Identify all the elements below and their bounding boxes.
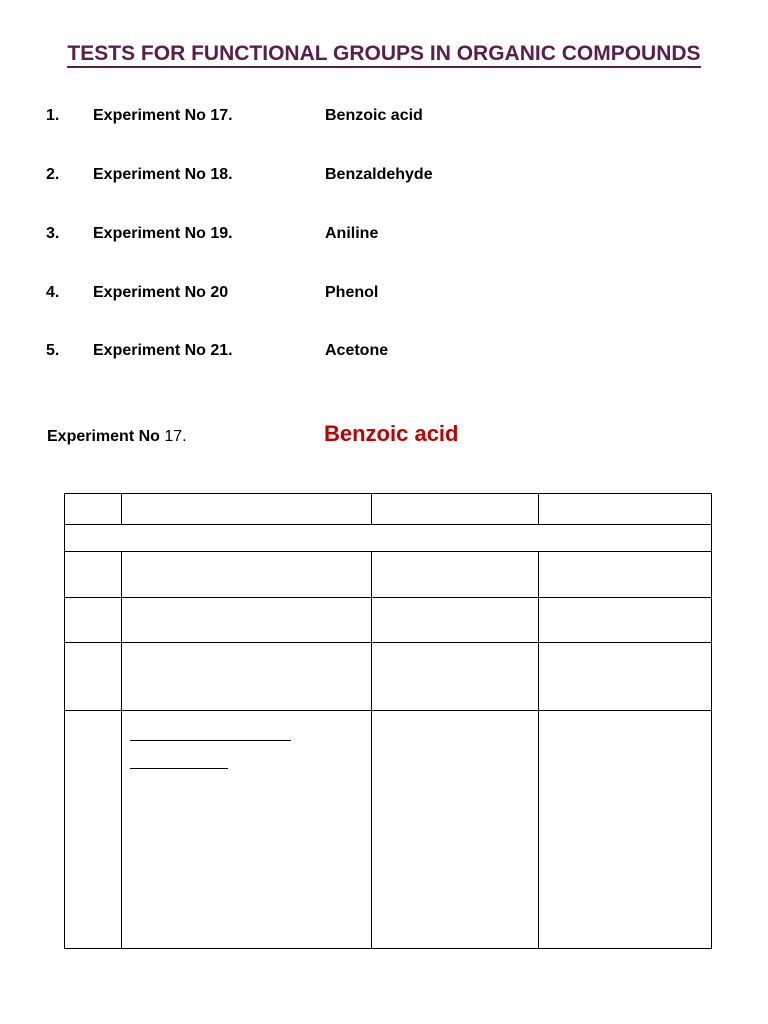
table-cell-merged <box>65 525 712 552</box>
table-row <box>65 552 712 598</box>
section-compound-heading: Benzoic acid <box>324 421 459 446</box>
experiment-list-item <box>0 342 768 366</box>
experiment-list-item <box>0 225 768 249</box>
table-cell <box>65 552 122 598</box>
experiment-compound: Acetone <box>325 342 389 359</box>
table-cell <box>372 494 539 525</box>
page-title <box>0 42 768 66</box>
experiment-label: Experiment No 19. <box>93 225 233 242</box>
blank-underline <box>130 740 291 741</box>
table-cell <box>65 643 122 711</box>
blank-underline <box>130 768 228 769</box>
experiment-label: Experiment No 21. <box>93 342 233 359</box>
table-row <box>65 711 712 949</box>
table-row <box>65 525 712 552</box>
experiment-compound: Aniline <box>325 225 379 242</box>
observation-table <box>64 493 712 949</box>
experiment-number: 1. <box>46 107 60 124</box>
table-cell <box>122 552 372 598</box>
experiment-label: Experiment No 18. <box>93 166 233 183</box>
table-cell <box>65 711 122 949</box>
table-cell <box>539 598 712 643</box>
experiment-list-item <box>0 284 768 308</box>
experiment-label: Experiment No 20 <box>93 284 229 301</box>
table-cell <box>372 711 539 949</box>
table-cell <box>122 598 372 643</box>
experiment-list-item <box>0 107 768 131</box>
table-cell <box>539 552 712 598</box>
section-label-number: 17. <box>164 428 187 445</box>
table-cell <box>539 643 712 711</box>
table-cell <box>539 711 712 949</box>
experiment-list-item <box>0 166 768 190</box>
experiment-number: 4. <box>46 284 60 301</box>
experiment-number: 3. <box>46 225 60 242</box>
experiment-compound: Phenol <box>325 284 379 301</box>
table-cell <box>122 711 372 949</box>
table-cell <box>372 552 539 598</box>
section-label-prefix: Experiment No <box>47 428 165 445</box>
table-header-row <box>65 494 712 525</box>
table-cell <box>65 494 122 525</box>
experiment-label: Experiment No 17. <box>93 107 233 124</box>
section-experiment-label <box>47 428 187 446</box>
experiment-number: 2. <box>46 166 60 183</box>
page-title-text: TESTS FOR FUNCTIONAL GROUPS IN ORGANIC COMPOUNDS <box>67 42 700 68</box>
experiment-number: 5. <box>46 342 60 359</box>
experiment-compound: Benzoic acid <box>325 107 423 124</box>
table-cell <box>539 494 712 525</box>
table-row <box>65 598 712 643</box>
experiment-compound: Benzaldehyde <box>325 166 433 183</box>
table-cell <box>372 643 539 711</box>
table-cell <box>122 643 372 711</box>
table-cell <box>65 598 122 643</box>
table-row <box>65 643 712 711</box>
table-cell <box>122 494 372 525</box>
table-cell <box>372 598 539 643</box>
